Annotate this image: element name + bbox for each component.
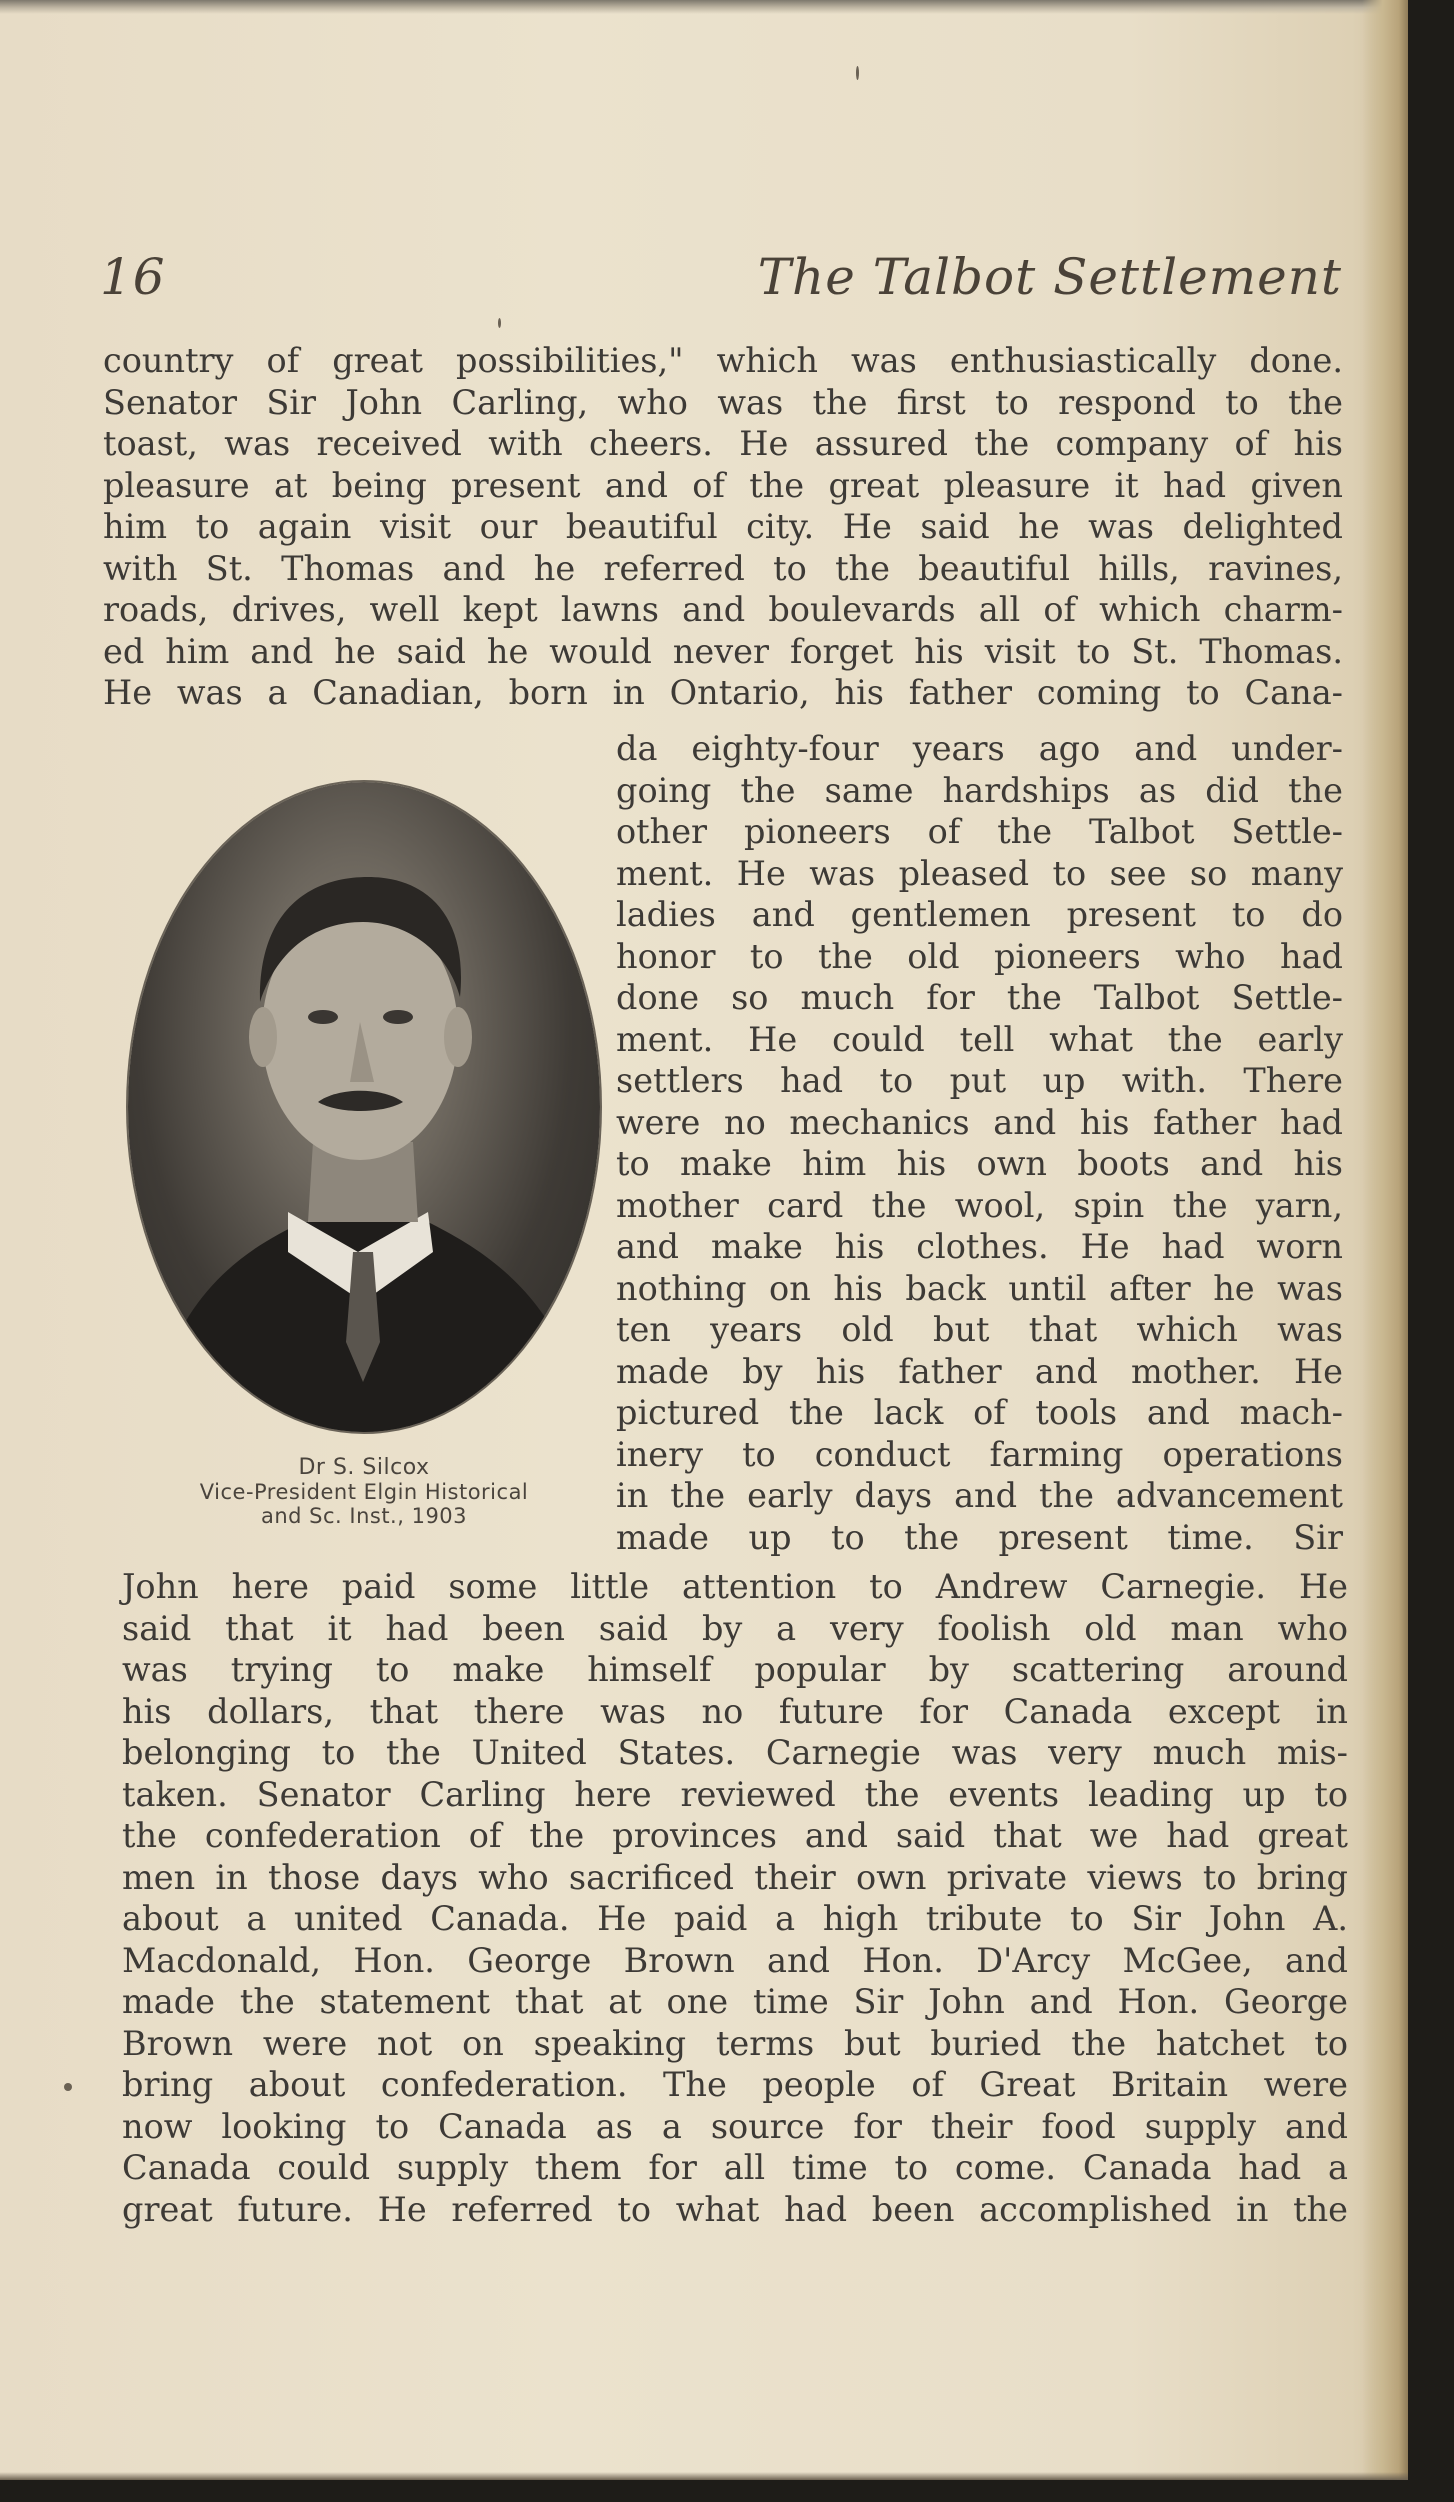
text-line: great future. He referred to what had been accomplished in the	[122, 2189, 1348, 2229]
page-gutter-edge	[1362, 0, 1408, 2480]
portrait-oval	[128, 782, 600, 1432]
text-line: ladies and gentlemen present to do	[616, 895, 1343, 934]
paper-speck	[64, 2083, 72, 2091]
text-line: ed him and he said he would never forget his visit to St. Thomas.	[103, 631, 1343, 671]
text-line: about a united Canada. He paid a high tribute to Sir John A.	[122, 1899, 1348, 1938]
text-line: his dollars, that there was no future for Canada except in	[122, 1691, 1348, 1731]
body-text-right	[616, 728, 1343, 1558]
text-line: He was a Canadian, born in Ontario, his father coming to Cana-	[103, 673, 1343, 712]
text-line: made by his father and mother. He	[616, 1351, 1343, 1391]
text-line: ment. He was pleased to see so many	[616, 853, 1343, 893]
text-line: said that it had been said by a very foolish old man who	[122, 1608, 1348, 1648]
running-title: The Talbot Settlement	[757, 248, 1342, 306]
text-line: ten years old but that which was	[616, 1310, 1343, 1349]
text-line: was trying to make himself popular by scattering around	[122, 1650, 1348, 1689]
text-line: country of great possibilities," which was enthusiastically done.	[103, 341, 1343, 380]
text-line: with St. Thomas and he referred to the beautiful hills, ravines,	[103, 548, 1343, 588]
text-line: men in those days who sacrificed their own private views to bring	[122, 1857, 1348, 1897]
text-line: da eighty-four years ago and under-	[616, 729, 1343, 768]
caption-title: Vice-President Elgin Historical	[199, 1480, 529, 1504]
text-line: the confederation of the provinces and said that we had great	[122, 1816, 1348, 1855]
text-line: him to again visit our beautiful city. He said he was delighted	[103, 507, 1343, 546]
text-line: toast, was received with cheers. He assured the company of his	[103, 424, 1343, 463]
caption-institute: and Sc. Inst., 1903	[260, 1504, 468, 1528]
text-line: and make his clothes. He had worn	[616, 1227, 1343, 1266]
portrait-caption	[128, 1456, 600, 1528]
text-line: other pioneers of the Talbot Settle-	[616, 812, 1343, 851]
page-header	[100, 248, 1350, 318]
text-line: honor to the old pioneers who had	[616, 936, 1343, 976]
text-line: pleasure at being present and of the great pleasure it had given	[103, 465, 1343, 505]
text-line: Macdonald, Hon. George Brown and Hon. D'Arcy McGee, and	[122, 1940, 1348, 1980]
text-line: Brown were not on speaking terms but buried the hatchet to	[122, 2023, 1348, 2063]
text-line: mother card the wool, spin the yarn,	[616, 1185, 1343, 1225]
page-bottom-edge	[0, 2472, 1408, 2480]
text-line: done so much for the Talbot Settle-	[616, 978, 1343, 1017]
text-line: Senator Sir John Carling, who was the first to respond to the	[103, 382, 1343, 422]
page-top-edge	[0, 0, 1408, 14]
text-line: to make him his own boots and his	[616, 1144, 1343, 1183]
text-line: made up to the present time. Sir	[616, 1517, 1343, 1557]
paper-speck	[856, 66, 859, 80]
text-line: inery to conduct farming operations	[616, 1434, 1343, 1474]
text-line: made the statement that at one time Sir John and Hon. George	[122, 1982, 1348, 2021]
text-line: roads, drives, well kept lawns and boulevards all of which charm-	[103, 590, 1343, 629]
text-line: going the same hardships as did the	[616, 770, 1343, 810]
text-line: ment. He could tell what the early	[616, 1019, 1343, 1059]
page-number: 16	[100, 248, 166, 306]
text-line: John here paid some little attention to Andrew Carnegie. He	[122, 1567, 1348, 1606]
text-line: Canada could supply them for all time to come. Canada had a	[122, 2148, 1348, 2187]
body-text-bottom	[122, 1566, 1348, 2230]
text-line: were no mechanics and his father had	[616, 1102, 1343, 1142]
body-text-top	[103, 340, 1343, 714]
portrait-figure	[128, 782, 600, 1432]
text-line: now looking to Canada as a source for their food supply and	[122, 2106, 1348, 2146]
portrait-photo	[128, 782, 600, 1432]
text-line: settlers had to put up with. There	[616, 1061, 1343, 1100]
text-line: belonging to the United States. Carnegie was very much mis-	[122, 1733, 1348, 1772]
text-line: taken. Senator Carling here reviewed the events leading up to	[122, 1774, 1348, 1814]
paper-speck	[498, 318, 501, 328]
text-line: bring about confederation. The people of Great Britain were	[122, 2065, 1348, 2104]
text-line: nothing on his back until after he was	[616, 1268, 1343, 1308]
caption-name: Dr S. Silcox	[298, 1455, 430, 1480]
text-line: pictured the lack of tools and mach-	[616, 1393, 1343, 1432]
text-line: in the early days and the advancement	[616, 1476, 1343, 1515]
